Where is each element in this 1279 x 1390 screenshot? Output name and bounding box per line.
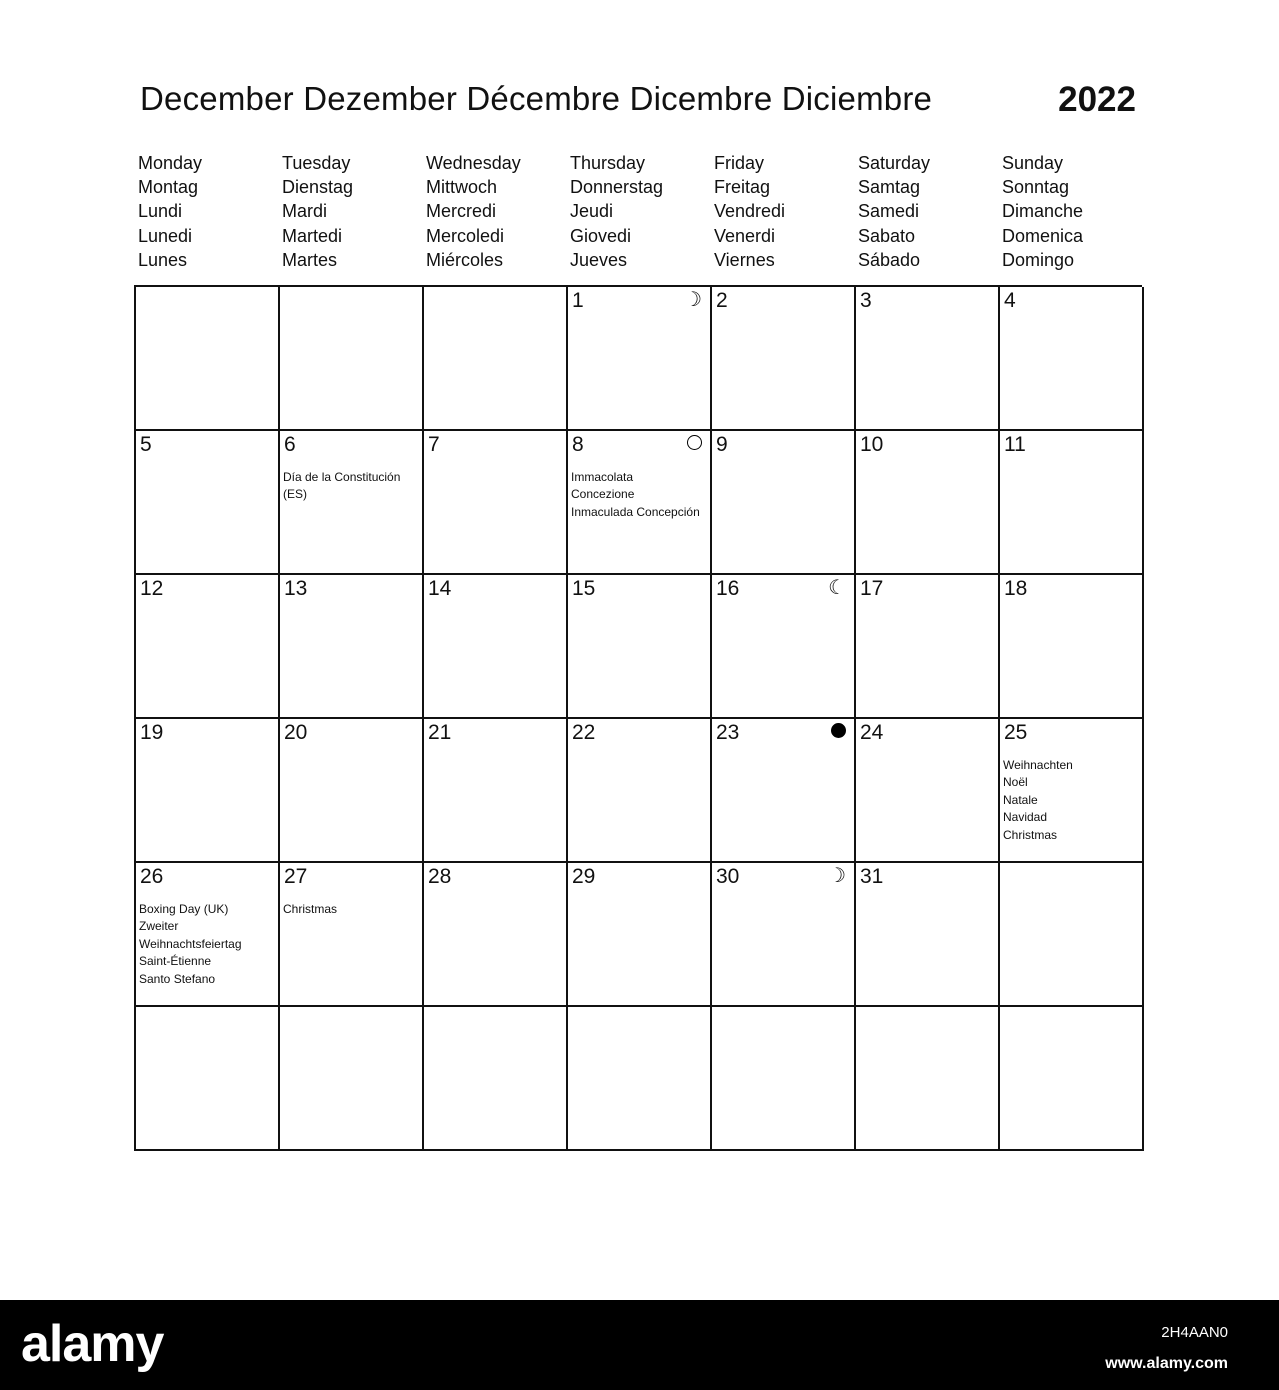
holiday-name: Christmas — [283, 902, 338, 916]
day-number: 27 — [284, 865, 308, 888]
day-number: 8 — [572, 433, 584, 456]
day-cell — [568, 719, 712, 863]
empty-cell — [136, 287, 280, 431]
day-number: 16 — [716, 577, 740, 600]
weekday-name: Miércoles — [426, 249, 504, 270]
day-cell — [136, 719, 280, 863]
day-number: 2 — [716, 289, 728, 312]
weekday-name: Sunday — [1002, 153, 1064, 173]
holiday-name: Boxing Day (UK) — [139, 902, 229, 916]
weekday-name: Sábado — [858, 249, 921, 270]
day-cell — [1000, 719, 1144, 863]
day-number: 29 — [572, 865, 596, 888]
weekday-name: Lunedi — [138, 225, 193, 246]
weekday-column — [566, 151, 710, 275]
empty-cell — [280, 287, 424, 431]
weekday-name: Freitag — [714, 177, 771, 198]
weekday-column — [134, 151, 278, 275]
day-number: 11 — [1004, 433, 1026, 456]
weekday-name: Jeudi — [570, 201, 614, 222]
day-number: 3 — [860, 289, 872, 312]
holiday-list — [139, 901, 276, 988]
holiday-name: Natale — [1003, 792, 1038, 807]
empty-cell — [712, 1007, 856, 1151]
day-number: 10 — [860, 433, 884, 456]
day-number: 12 — [140, 577, 164, 600]
day-number: 21 — [428, 721, 452, 744]
day-cell — [856, 575, 1000, 719]
weekday-name: Lunes — [138, 249, 188, 270]
day-cell — [568, 863, 712, 1007]
day-cell — [280, 431, 424, 575]
empty-cell — [424, 287, 568, 431]
weekday-column — [278, 151, 422, 275]
day-cell — [568, 575, 712, 719]
day-cell — [856, 863, 1000, 1007]
new-moon-icon — [831, 723, 846, 738]
holiday-name: Santo Stefano — [139, 971, 216, 986]
day-number: 26 — [140, 865, 164, 888]
day-number: 23 — [716, 721, 740, 744]
weekday-name: Donnerstag — [570, 177, 664, 198]
holiday-list — [283, 901, 420, 918]
day-cell — [1000, 431, 1144, 575]
empty-cell — [856, 1007, 1000, 1151]
weekday-name: Viernes — [714, 249, 775, 270]
holiday-list — [283, 469, 420, 504]
day-number: 28 — [428, 865, 452, 888]
image-id: 2H4AAN0 — [1161, 1324, 1228, 1341]
weekday-name: Lundi — [138, 201, 183, 222]
day-cell — [280, 575, 424, 719]
weekday-name: Domenica — [1002, 225, 1084, 246]
weekday-name: Sonntag — [1002, 177, 1070, 198]
calendar-grid — [134, 285, 1142, 1151]
weekday-column — [422, 151, 566, 275]
empty-cell — [424, 1007, 568, 1151]
day-cell — [424, 719, 568, 863]
day-cell — [712, 575, 856, 719]
day-cell — [1000, 575, 1144, 719]
weekday-name: Domingo — [1002, 249, 1075, 270]
holiday-name: Concezione — [571, 487, 635, 502]
weekday-name: Saturday — [858, 153, 931, 173]
weekday-name: Montag — [138, 177, 199, 198]
last-quarter-moon-icon: ☾ — [828, 577, 846, 599]
holiday-name: Christmas — [1003, 827, 1058, 842]
holiday-name: Weihnachtsfeiertag — [139, 936, 242, 951]
full-moon-icon — [687, 435, 702, 450]
empty-cell — [1000, 863, 1144, 1007]
day-number: 6 — [284, 433, 296, 456]
weekday-name: Thursday — [570, 153, 646, 173]
day-number: 17 — [860, 577, 884, 600]
day-cell — [424, 575, 568, 719]
day-number: 9 — [716, 433, 728, 456]
day-number: 1 — [572, 289, 584, 312]
weekday-name: Martedi — [282, 225, 343, 246]
day-number: 14 — [428, 577, 452, 600]
day-cell — [424, 863, 568, 1007]
weekday-column — [998, 151, 1142, 275]
day-number: 20 — [284, 721, 308, 744]
weekday-name: Dienstag — [282, 177, 354, 198]
stock-url: www.alamy.com — [1105, 1355, 1228, 1372]
page-year: 2022 — [1058, 80, 1136, 119]
weekday-column — [854, 151, 998, 275]
weekday-name: Mardi — [282, 201, 328, 222]
alamy-logo: alamy — [21, 1315, 164, 1373]
day-number: 19 — [140, 721, 164, 744]
day-number: 7 — [428, 433, 440, 456]
weekday-name: Mercredi — [426, 201, 497, 222]
day-number: 31 — [860, 865, 884, 888]
day-cell — [712, 863, 856, 1007]
weekday-name: Jueves — [570, 249, 628, 270]
empty-cell — [1000, 1007, 1144, 1151]
weekday-name: Wednesday — [426, 153, 521, 173]
day-number: 22 — [572, 721, 596, 744]
stock-footer — [0, 1300, 1279, 1390]
day-cell — [280, 863, 424, 1007]
day-number: 4 — [1004, 289, 1016, 312]
weekday-name: Mercoledi — [426, 225, 505, 246]
weekday-name: Monday — [138, 153, 203, 173]
weekday-name: Martes — [282, 249, 338, 270]
empty-cell — [568, 1007, 712, 1151]
day-cell — [856, 431, 1000, 575]
first-quarter-moon-icon: ☽ — [828, 865, 846, 887]
first-quarter-moon-icon: ☽ — [684, 289, 702, 311]
empty-cell — [136, 1007, 280, 1151]
day-number: 15 — [572, 577, 596, 600]
day-cell — [568, 287, 712, 431]
day-cell — [424, 431, 568, 575]
holiday-name: Saint-Étienne — [139, 954, 212, 969]
weekday-name: Vendredi — [714, 201, 786, 222]
day-cell — [856, 287, 1000, 431]
holiday-name: Día de la Constitución — [283, 470, 401, 484]
weekday-name: Tuesday — [282, 153, 351, 173]
holiday-list — [571, 469, 708, 521]
day-number: 25 — [1004, 721, 1028, 744]
day-cell — [712, 719, 856, 863]
day-cell — [280, 719, 424, 863]
holiday-name: (ES) — [283, 487, 307, 502]
day-number: 13 — [284, 577, 308, 600]
page-title: December Dezember Décembre Dicembre Diciembre — [140, 80, 933, 117]
day-cell — [1000, 287, 1144, 431]
day-number: 5 — [140, 433, 152, 456]
day-cell — [712, 287, 856, 431]
weekday-name: Giovedi — [570, 225, 632, 246]
weekday-name: Sabato — [858, 225, 916, 246]
day-cell — [712, 431, 856, 575]
weekday-header — [134, 151, 1142, 275]
holiday-name: Navidad — [1003, 810, 1048, 825]
day-number: 18 — [1004, 577, 1028, 600]
weekday-column — [710, 151, 854, 275]
day-cell — [568, 431, 712, 575]
holiday-list — [1003, 757, 1140, 844]
weekday-name: Dimanche — [1002, 201, 1084, 222]
empty-cell — [280, 1007, 424, 1151]
day-cell — [136, 431, 280, 575]
weekday-name: Mittwoch — [426, 177, 498, 198]
weekday-name: Samedi — [858, 201, 920, 222]
holiday-name: Zweiter — [139, 919, 179, 934]
weekday-name: Samtag — [858, 177, 921, 198]
day-cell — [136, 575, 280, 719]
holiday-name: Immacolata — [571, 470, 634, 484]
weekday-name: Friday — [714, 153, 765, 173]
holiday-name: Weihnachten — [1003, 758, 1073, 772]
holiday-name: Noël — [1003, 775, 1028, 790]
weekday-name: Venerdi — [714, 225, 776, 246]
holiday-name: Inmaculada Concepción — [571, 504, 700, 519]
day-number: 24 — [860, 721, 884, 744]
day-cell — [856, 719, 1000, 863]
day-cell — [136, 863, 280, 1007]
day-number: 30 — [716, 865, 740, 888]
